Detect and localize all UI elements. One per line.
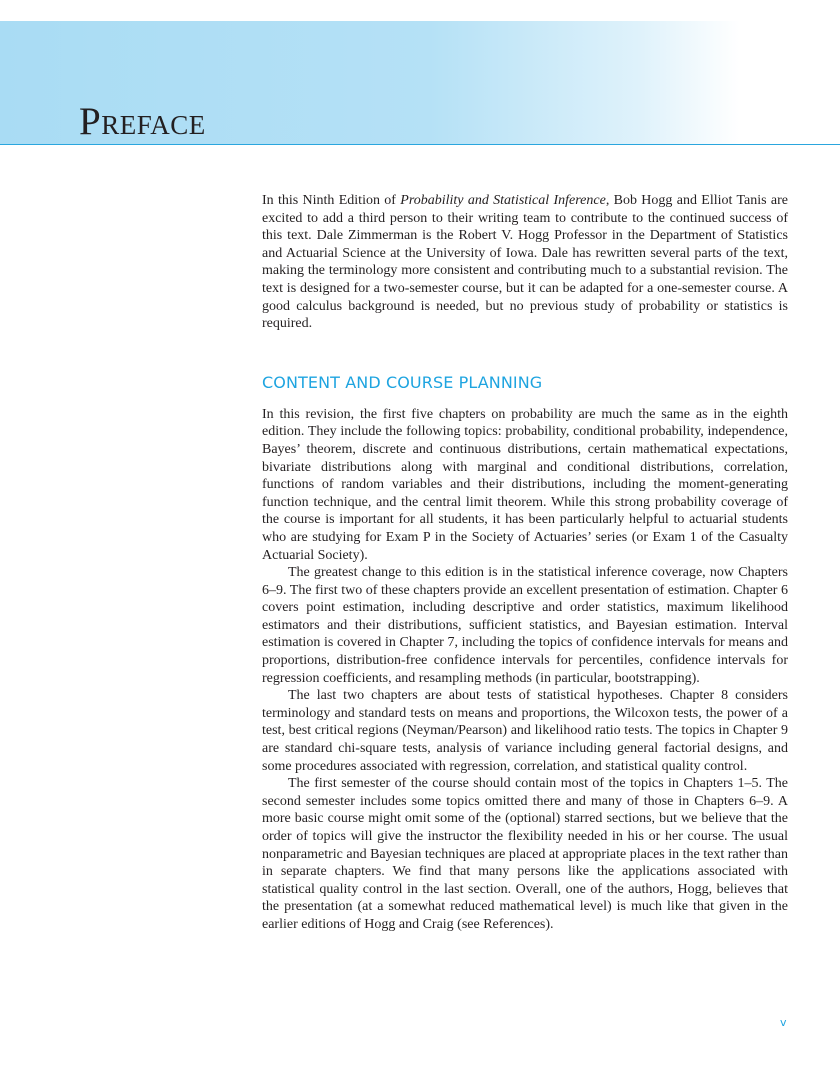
page-title-rest: reface	[101, 100, 206, 143]
section-paragraph-2: The greatest change to this edition is in the statistical inference coverage, now Chapters 6–9. The first two of these chapters provide an excellent presentation of estimation. Chapter 6 covers point estimation, including descriptive and order statistics, maximum likelihood estimators and their distributions, sufficient statistics, and Bayesian estimation. Interval estimation is covered in Chapter 7, including the topics of confidence intervals for means and proportions, distribution-free confidence intervals for percentiles, confidence intervals for regression coefficients, and resampling methods (in particular, bootstrapping).	[262, 565, 788, 686]
page-title	[79, 98, 206, 146]
page-title-initial: P	[79, 100, 102, 143]
section-paragraph-3: The last two chapters are about tests of statistical hypotheses. Chapter 8 considers terminology and standard tests on means and proportions, the Wilcoxon tests, the power of a test, best critical regions (Neyman/Pearson) and likelihood ratio tests. The topics in Chapter 9 are standard chi-square tests, analysis of variance including general factorial designs, and some procedures associated with regression, correlation, and statistical quality control.	[262, 688, 788, 774]
section-paragraph-1: In this revision, the first five chapters on probability are much the same as in the eighth edition. They include the following topics: probability, conditional probability, independence, Bayes’ theorem, discrete and continuous distributions, certain mathematical expectations, bivariate distributions along with marginal and conditional distributions, correlation, functions of random variables and their distributions, including the moment-generating function technique, and the central limit theorem. While this strong probability coverage of the course is important for all students, it has been particularly helpful to actuarial students who are studying for Exam P in the Society of Actuaries’ series (or Exam 1 of the Casualty Actuarial Society).	[262, 406, 788, 563]
section-paragraph-4: The first semester of the course should contain most of the topics in Chapters 1–5. The second semester includes some topics omitted there and many of those in Chapters 6–9. A more basic course might omit some of the (optional) starred sections, but we believe that the order of topics will give the instructor the flexibility needed in his or her course. The usual nonparametric and Bayesian techniques are placed at appropriate places in the text rather than in separate chapters. We find that many persons like the applications associated with statistical quality control in the last section. Overall, one of the authors, Hogg, believes that the presentation (at a somewhat reduced mathematical level) is much like that given in the earlier editions of Hogg and Craig (see References).	[262, 776, 788, 932]
section-heading: CONTENT AND COURSE PLANNING	[262, 372, 543, 392]
intro-paragraph	[262, 192, 788, 333]
main-content	[262, 192, 788, 934]
book-title: Probability and Statistical Inference	[400, 193, 606, 208]
intro-text-start: In this Ninth Edition of	[262, 193, 401, 208]
intro-text-rest: , Bob Hogg and Elliot Tanis are excited to add a third person to their writing team to contribute to the continued success of this text. Dale Zimmerman is the Robert V. Hogg Professor in the Department of Statistics and Actuarial Science at the University of Iowa. Dale has rewritten several parts of the text, making the terminology more consistent and contributing much to a substantial revision. The text is designed for a two-semester course, but it can be adapted for a one-semester course. A good calculus background is needed, but no previous study of probability or statistics is required.	[262, 193, 788, 332]
page-number: v	[780, 1016, 787, 1029]
